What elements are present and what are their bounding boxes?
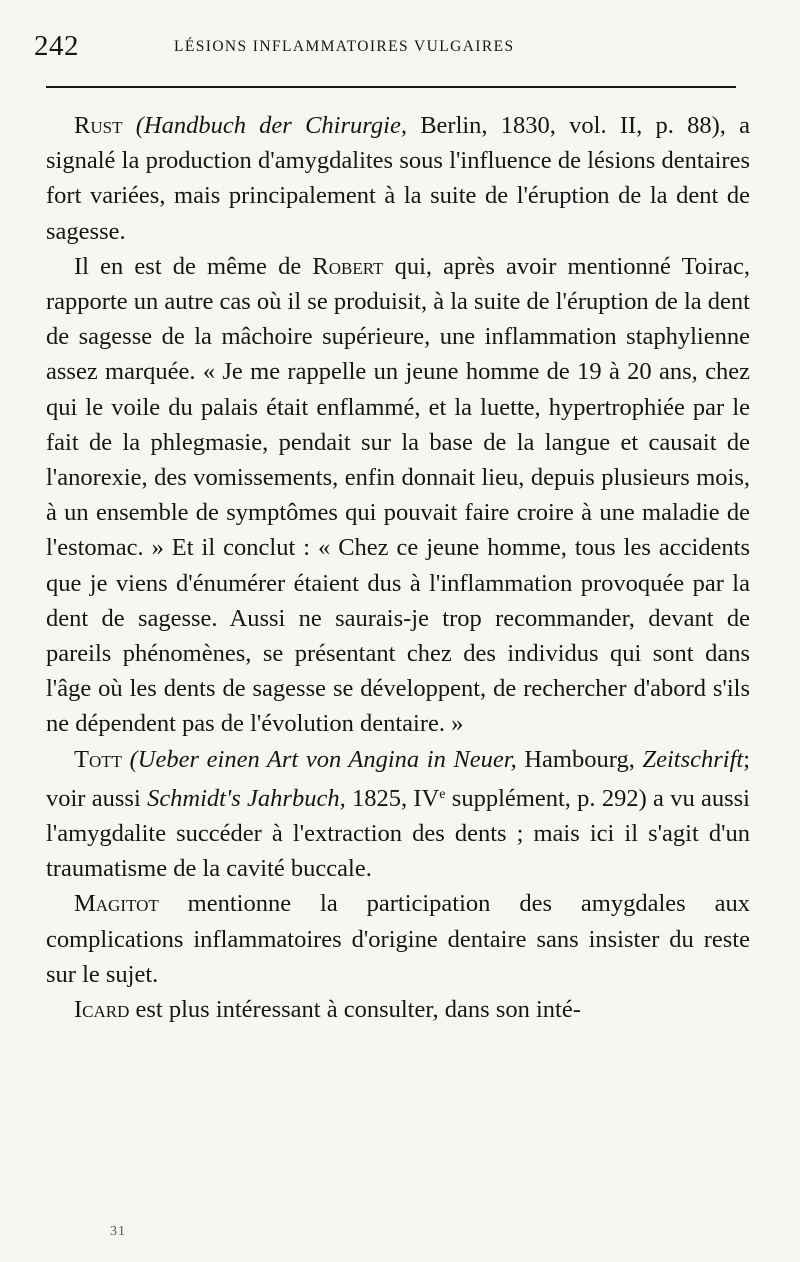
page-header (34, 30, 774, 64)
work-title: Zeitschrift (642, 745, 744, 773)
author-name: Icard (74, 996, 130, 1024)
author-name: Tott (74, 745, 123, 773)
paragraph-text: qui, après avoir mentionné Toirac, rapporte un autre cas où il se produisit, à la suite de l'éruption de la dent de sagesse de la mâchoire supérieure, une inflammation staphylienne assez marquée. « Je me rappelle un jeune homme de 19 à 20 ans, chez qui le voile du palais était enflammé, et la luette, hypertrophiée par le fait de la phlegmasie, pendait sur la base de la langue et causait de l'anorexie, des vomissements, enfin donnait lieu, depuis plusieurs mois, à un ensemble de symptômes qui pouvait faire croire à une maladie de l'estomac. » Et il conclut : « Chez ce jeune homme, tous les accidents que je viens d'énumérer étaient dus à l'inflammation provoquée par la dent de sagesse. Aussi ne saurais-je trop recommander, devant de pareils phénomènes, se présentant chez des individus qui sont dans l'âge où les dents de sagesse se développent, de rechercher d'abord s'ils ne dépendent pas de l'évolution dentaire. » (46, 252, 750, 738)
author-name: Rust (74, 112, 123, 139)
paragraph-icard (46, 992, 750, 1027)
body-text (46, 108, 750, 1027)
running-title: LÉSIONS INFLAMMATOIRES VULGAIRES (174, 38, 515, 55)
paragraph-text: Hambourg, (516, 745, 643, 773)
superscript: e (439, 786, 446, 802)
paragraph-tott (46, 742, 750, 887)
paragraph-text: ; voir aussi (46, 745, 750, 812)
work-title: Schmidt's Jahrbuch, (147, 784, 346, 812)
paragraph-magitot (46, 886, 750, 992)
paragraph-text: est plus intéressant à consulter, dans son inté- (129, 996, 581, 1024)
page-number: 242 (34, 30, 79, 62)
signature-mark: 31 (110, 1224, 126, 1239)
paragraph-text: supplément, p. 292) a vu aussi l'amygdalite succéder à l'extraction des dents ; mais ici il s'agit d'un traumatisme de la cavité buccale. (46, 784, 750, 883)
paragraph-text: Berlin, 1830, vol. II, p. 88), a signalé la production d'amygdalites sous l'influence de lésions dentaires fort variées, mais principalement à la suite de l'éruption de la dent de sagesse. (46, 112, 751, 245)
header-rule (46, 86, 736, 88)
paragraph-text: 1825, IV (345, 784, 440, 812)
author-name: Robert (312, 252, 384, 280)
work-title: (Handbuch der Chirurgie, (135, 112, 407, 139)
author-name: Magitot (74, 890, 159, 918)
paragraph-rust (46, 108, 750, 249)
paragraph-text: mentionne la participation des amygdales aux complications inflammatoires d'origine dentaire sans insister du reste sur le sujet. (46, 890, 750, 988)
paragraph-lead: Il en est de même de (74, 252, 313, 280)
work-title: (Ueber einen Art von Angina in Neuer, (129, 745, 517, 773)
paragraph-robert (46, 249, 750, 742)
